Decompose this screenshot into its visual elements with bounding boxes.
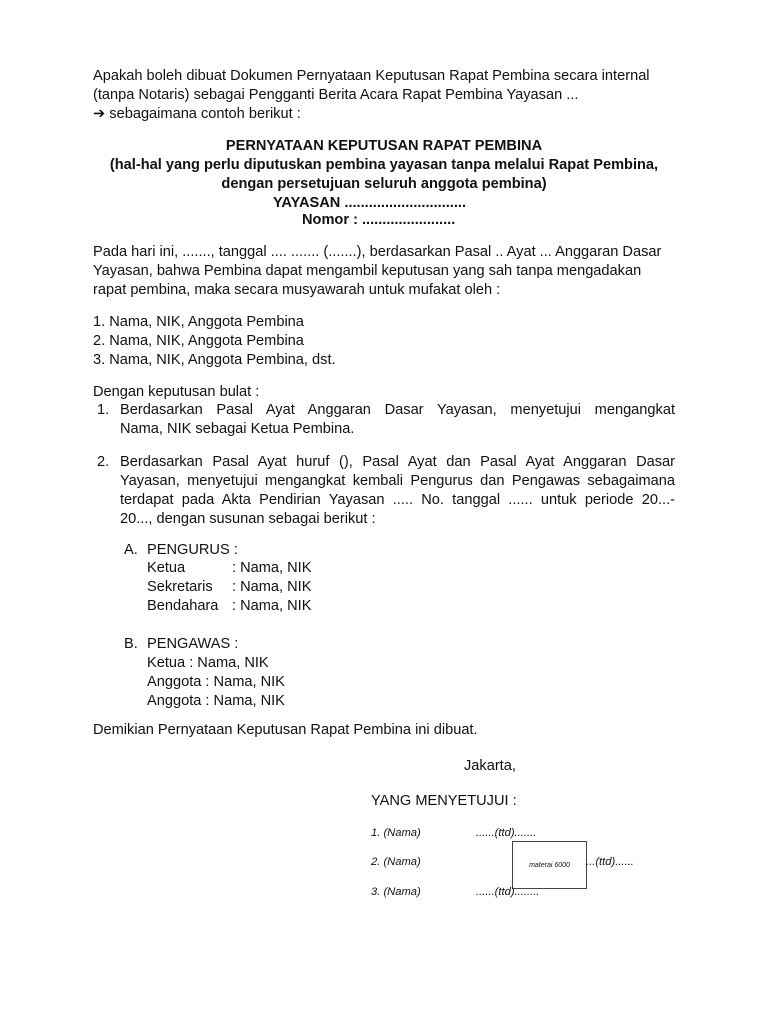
document-subtitle-line-1: (hal-hal yang perlu diputuskan pembina yayasan tanpa melalui Rapat Pembina, — [109, 157, 659, 173]
opening-line-3: rapat pembina, maka secara musyawarah untuk mufakat oleh : — [93, 282, 501, 298]
stamp-label: materai 6000 — [529, 861, 570, 869]
pengurus-role: Ketua — [147, 560, 186, 576]
signature-placeholder: ......(ttd)....... — [476, 827, 537, 839]
yayasan-line: YAYASAN .............................. — [273, 195, 467, 211]
member-item: 3. Nama, NIK, Anggota Pembina, dst. — [93, 352, 336, 368]
nomor-line: Nomor : ....................... — [302, 212, 456, 228]
decision-2-line-2: Yayasan, menyetujui mengangkat kembali Pengurus dan Pengawas sebagaimana — [120, 473, 675, 489]
pengurus-value: : Nama, NIK — [232, 579, 312, 595]
approval-heading: YANG MENYETUJUI : — [371, 793, 517, 809]
opening-line-2: Yayasan, bahwa Pembina dapat mengambil keputusan yang sah tanpa mengadakan — [93, 263, 642, 279]
intro-line-1: Apakah boleh dibuat Dokumen Pernyataan Keputusan Rapat Pembina secara internal — [93, 68, 650, 84]
pengurus-heading: PENGURUS : — [147, 542, 238, 558]
decision-intro: Dengan keputusan bulat : — [93, 384, 260, 400]
intro-line-3-text: sebagaimana contoh berikut : — [109, 106, 301, 122]
pengawas-heading: PENGAWAS : — [147, 636, 239, 652]
decision-2-number: 2. — [97, 454, 110, 470]
place-date: Jakarta, — [464, 758, 516, 774]
pengawas-row: Anggota : Nama, NIK — [147, 693, 285, 709]
decision-1-line-1: Berdasarkan Pasal Ayat Anggaran Dasar Yayasan, menyetujui mengangkat — [120, 402, 675, 418]
pengawas-letter: B. — [124, 636, 138, 652]
signature-placeholder: ......(ttd)........ — [476, 886, 540, 898]
signatory-name: 3. (Nama) — [371, 886, 421, 898]
decision-2-line-1: Berdasarkan Pasal Ayat huruf (), Pasal Ayat dan Pasal Ayat Anggaran Dasar — [120, 454, 675, 470]
decision-1-number: 1. — [97, 402, 110, 418]
member-item: 2. Nama, NIK, Anggota Pembina — [93, 333, 304, 349]
document-title: PERNYATAAN KEPUTUSAN RAPAT PEMBINA — [225, 138, 543, 154]
members-list — [93, 313, 675, 370]
pengawas-row: Anggota : Nama, NIK — [147, 674, 285, 690]
decision-2-text — [120, 453, 675, 529]
document-title-block — [93, 137, 675, 194]
pengurus-value: : Nama, NIK — [232, 560, 312, 576]
member-item: 1. Nama, NIK, Anggota Pembina — [93, 314, 304, 330]
arrow-icon: ➔ — [93, 106, 106, 122]
intro-paragraph — [93, 67, 675, 124]
opening-paragraph — [93, 243, 675, 300]
closing-statement: Demikian Pernyataan Keputusan Rapat Pembina ini dibuat. — [93, 722, 478, 738]
decision-2-line-3: terdapat pada Akta Pendirian Yayasan ..... No. tanggal ...... untuk periode 20...- — [120, 492, 675, 508]
intro-line-2: (tanpa Notaris) sebagai Pengganti Berita Acara Rapat Pembina Yayasan ... — [93, 87, 579, 103]
pengawas-row: Ketua : Nama, NIK — [147, 655, 269, 671]
decision-1-line-2: Nama, NIK sebagai Ketua Pembina. — [120, 421, 355, 437]
opening-line-1: Pada hari ini, ......., tanggal .... ....... (.......), berdasarkan Pasal .. Ayat ... Anggaran Dasar — [93, 244, 662, 260]
pengurus-role: Sekretaris — [147, 579, 213, 595]
pengurus-value: : Nama, NIK — [232, 598, 312, 614]
decision-2-line-4: 20..., dengan susunan sebagai berikut : — [120, 511, 376, 527]
signature-placeholder: ...(ttd)...... — [586, 856, 634, 868]
signatory-name: 1. (Nama) — [371, 827, 421, 839]
pengurus-role: Bendahara — [147, 598, 219, 614]
pengurus-letter: A. — [124, 542, 138, 558]
materai-stamp — [512, 841, 587, 889]
intro-line-3 — [93, 105, 675, 124]
document-subtitle-line-2: dengan persetujuan seluruh anggota pembina) — [221, 176, 547, 192]
decision-1-text — [120, 401, 675, 439]
signatory-name: 2. (Nama) — [371, 856, 421, 868]
